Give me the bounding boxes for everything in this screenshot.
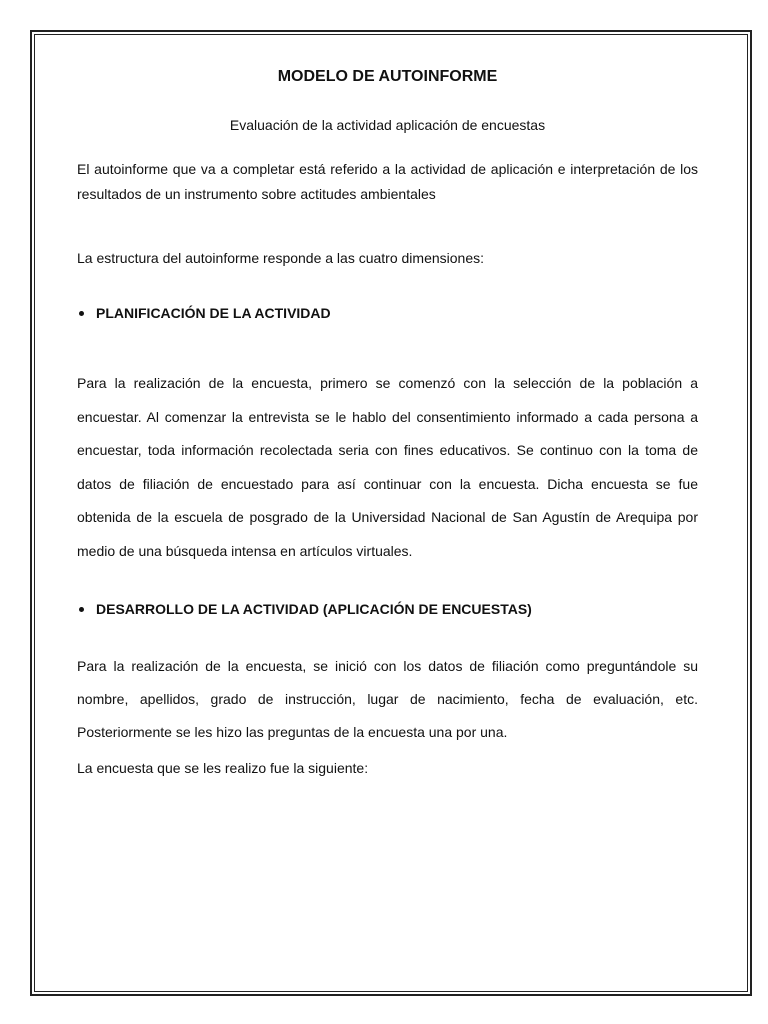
section-heading-label: PLANIFICACIÓN DE LA ACTIVIDAD	[96, 305, 331, 321]
intro-paragraph: El autoinforme que va a completar está referido a la actividad de aplicación e interpretación de los resultados de un instrumento sobre actitudes ambientales	[77, 161, 698, 202]
document-subtitle: Evaluación de la actividad aplicación de encuestas	[229, 117, 546, 133]
bullet-icon	[79, 311, 84, 316]
section-body-planificacion: Para la realización de la encuesta, primero se comenzó con la selección de la población a encuestar. Al comenzar la entrevista se le hablo del consentimiento informado a cada persona a encuestar, toda información recolectada seria con fines educativos. Se continuo con la toma de datos de filiación de encuestado para así continuar con la encuesta. Dicha encuesta se fue obtenida de la escuela de posgrado de la Universidad Nacional de San Agustín de Arequipa por medio de una búsqueda intensa en artículos virtuales.	[77, 375, 698, 559]
bullet-icon	[79, 607, 84, 612]
section-heading-planificacion	[77, 305, 698, 321]
section-heading-label: DESARROLLO DE LA ACTIVIDAD (APLICACIÓN DE ENCUESTAS)	[96, 601, 532, 617]
section-body-desarrollo: Para la realización de la encuesta, se inició con los datos de filiación como preguntándole su nombre, apellidos, grado de instrucción, lugar de nacimiento, fecha de evaluación, etc. Posteriormente se les hizo las preguntas de la encuesta una por una.	[77, 658, 698, 740]
closing-paragraph: La encuesta que se les realizo fue la siguiente:	[77, 760, 369, 776]
section-heading-desarrollo	[77, 601, 698, 617]
document-title: MODELO DE AUTOINFORME	[277, 68, 498, 85]
structure-paragraph: La estructura del autoinforme responde a las cuatro dimensiones:	[77, 250, 485, 266]
